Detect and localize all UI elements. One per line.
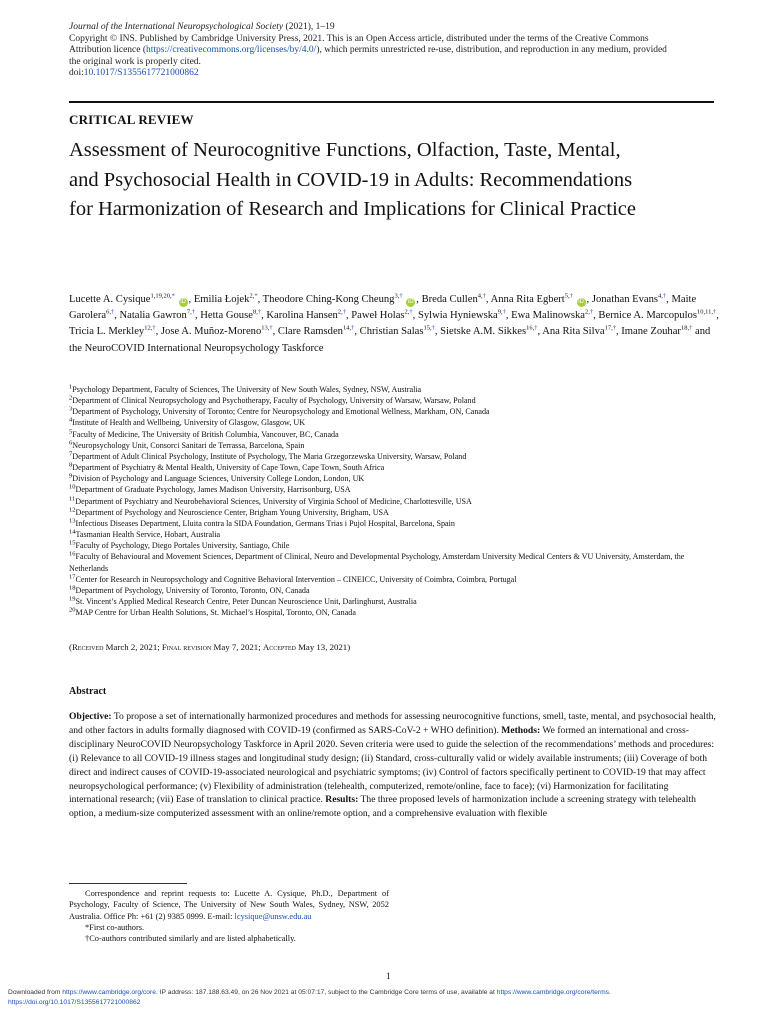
affiliation-text: Faculty of Behavioural and Movement Sciences, Department of Clinical, Neuro and Developmental Psychology, Amsterdam University Medical Centers & VU University, Amsterdam, the Netherlands	[69, 552, 685, 573]
correspondence-text: Correspondence and reprint requests to: Lucette A. Cysique, Ph.D., Department of Psychology, Faculty of Science, The University of New South Wales, Sydney, NSW, 2052 Australia. Office Ph: +61 (2) 9385 0999. E-mail:	[69, 889, 389, 921]
affiliation-numbers: 4,	[658, 292, 663, 300]
author-name: Clare Ramsden	[277, 326, 343, 338]
received-dates	[69, 642, 350, 652]
journal-name: Journal of the International Neuropsychological Society	[69, 22, 284, 32]
author-entry	[621, 326, 692, 337]
affiliation-number: 10	[69, 483, 76, 491]
revision-label: Final revision	[161, 642, 212, 652]
doi-footer-link[interactable]: https://doi.org/10.1017/S1355617721000862	[8, 999, 141, 1006]
affiliation-numbers: 10,11,	[696, 308, 713, 316]
correspondence-note	[69, 888, 389, 944]
page-number: 1	[386, 971, 391, 981]
article-title	[69, 136, 719, 225]
author-entry	[598, 310, 716, 321]
methods-label: Methods:	[501, 724, 541, 736]
orcid-icon[interactable]: iD	[578, 299, 584, 305]
received-date: March 2, 2021;	[103, 642, 162, 652]
author-name: Bernice A. Marcopulos	[598, 310, 697, 322]
author-note-mark[interactable]: †	[191, 308, 195, 316]
affiliation-number: 2	[69, 394, 73, 402]
author-note-mark[interactable]: †	[662, 292, 667, 300]
author-note-mark[interactable]: †	[482, 292, 486, 300]
author-affiliation-marks	[343, 325, 354, 332]
affiliation-text: Department of Graduate Psychology, James Madison University, Harrisonburg, USA	[75, 485, 351, 495]
abstract-body	[69, 710, 719, 821]
orcid-icon[interactable]: iD	[180, 299, 186, 305]
journal-header	[69, 22, 719, 80]
affiliation-numbers: 8,	[252, 308, 258, 316]
author-note-mark[interactable]: †	[431, 324, 435, 332]
affiliation-item	[69, 607, 719, 618]
author-entry	[194, 294, 258, 305]
affiliation-item	[69, 429, 719, 440]
affiliation-number: 7	[69, 450, 73, 458]
author-affiliation-marks	[405, 309, 413, 316]
affiliation-text: Department of Psychology and Neuroscience Center, Brigham Young University, Brigham, USA	[75, 507, 389, 517]
author-entry	[542, 326, 616, 337]
affiliation-item	[69, 440, 719, 451]
author-entry	[422, 294, 486, 305]
author-name: Emilia Łojek	[193, 294, 250, 305]
affiliation-numbers: 6,	[106, 308, 111, 316]
author-name: Ana Rita Silva	[542, 326, 605, 338]
author-affiliation-marks	[144, 325, 155, 332]
affiliation-number: 19	[69, 595, 76, 603]
affiliation-numbers: 4,	[477, 292, 483, 300]
affiliation-numbers: 2,	[337, 308, 343, 316]
affiliation-text: Tasmanian Health Service, Hobart, Australia	[75, 530, 221, 540]
affiliation-numbers: 3,	[394, 292, 400, 300]
journal-year-pages: (2021), 1–19	[283, 22, 335, 32]
author-entry	[592, 294, 666, 305]
author-name: Jose A. Muñoz-Moreno	[160, 326, 262, 338]
affiliation-numbers: 2,	[249, 292, 255, 300]
author-note-mark[interactable]: †	[342, 308, 346, 316]
affiliation-item	[69, 540, 719, 551]
author-note-mark[interactable]: †	[409, 308, 413, 316]
author-affiliation-marks	[605, 325, 616, 332]
copyright-line-1: Copyright © INS. Published by Cambridge University Press, 2021. This is an Open Access article, distributed under the terms of the Creative Commons	[69, 33, 649, 44]
affiliation-text: Institute of Health and Wellbeing, University of Glasgow, Glasgow, UK	[72, 418, 306, 428]
affiliation-number: 17	[69, 572, 76, 580]
taskforce-name: and the NeuroCOVID	[69, 326, 711, 354]
author-affiliation-marks	[658, 292, 666, 299]
affiliation-numbers: 5,	[564, 292, 570, 300]
section-label: CRITICAL REVIEW	[69, 112, 194, 127]
affiliation-number: 13	[69, 517, 76, 525]
author-affiliation-marks	[478, 292, 486, 299]
author-affiliation-marks	[697, 309, 716, 316]
received-label: Received	[71, 642, 104, 652]
affiliation-number: 20	[69, 606, 76, 614]
affiliation-text: Department of Psychology, University of Toronto, Toronto, ON, Canada	[75, 585, 310, 595]
footer-text-2: . IP address: 187.188.63.49, on 26 Nov 2021 at 05:07:17, subject to the Cambridge Core terms of use, available at	[155, 989, 497, 996]
author-note-mark[interactable]: *	[171, 292, 175, 300]
affiliation-text: St. Vincent’s Applied Medical Research Centre, Peter Duncan Neuroscience Unit, Darlinghurst, Australia	[75, 596, 417, 606]
author-affiliation-marks	[253, 309, 261, 316]
author-note-mark[interactable]: †	[534, 324, 538, 332]
header-divider	[69, 101, 714, 103]
author-note-mark[interactable]: †	[351, 324, 355, 332]
received-open: (	[69, 642, 72, 652]
orcid-icon[interactable]: iD	[407, 299, 414, 305]
affiliation-item	[69, 473, 719, 484]
abstract-heading: Abstract	[69, 686, 107, 697]
author-name: Theodore Ching-Kong Cheung	[262, 294, 395, 305]
license-link[interactable]: https://creativecommons.org/licenses/by/4.0/	[146, 45, 317, 56]
author-note-mark[interactable]: †	[152, 324, 156, 332]
author-note-mark[interactable]: †	[589, 308, 594, 316]
author-affiliation-marks	[526, 325, 537, 332]
author-name: Christian Salas	[359, 326, 424, 338]
copyright-line-2b: ), which permits unrestricted re-use, distribution, and reproduction in any medium, provided	[316, 45, 667, 56]
affiliation-number: 11	[69, 494, 76, 502]
author-entry	[491, 294, 587, 305]
accepted-date: May 13, 2021)	[295, 642, 351, 652]
affiliation-number: 9	[69, 472, 73, 480]
accepted-label: Accepted	[262, 642, 296, 652]
affiliation-item	[69, 574, 719, 585]
download-footer	[8, 988, 760, 1008]
affiliation-number: 14	[69, 528, 76, 536]
author-affiliation-marks	[338, 309, 346, 316]
affiliation-item	[69, 462, 719, 473]
title-line-2: and Psychosocial Health in COVID-19 in Adults: Recommendations	[69, 168, 633, 191]
author-entry	[351, 310, 412, 321]
affiliation-item	[69, 596, 719, 607]
affiliation-numbers: 14,	[342, 324, 352, 332]
affiliation-numbers: 13,	[261, 324, 270, 332]
doi-link[interactable]: 10.1017/S1355617721000862	[83, 68, 199, 79]
affiliation-text: Department of Adult Clinical Psychology, Institute of Psychology, The Maria Grzegorzewska University, Warsaw, Poland	[72, 451, 467, 461]
affiliation-numbers: 7,	[186, 308, 192, 316]
affiliation-numbers: 17,	[604, 324, 613, 332]
affiliation-text: Infectious Diseases Department, Lluita contra la SIDA Foundation, Germans Trias i Pujol Hospital, Barcelona, Spain	[75, 518, 455, 528]
author-affiliation-marks	[249, 292, 257, 299]
doi-prefix: doi:	[69, 68, 84, 79]
author-name: Ewa Malinowska	[511, 310, 585, 322]
author-note-mark[interactable]: †	[689, 324, 693, 332]
author-name: Maite Garolera	[69, 294, 697, 322]
author-note-mark[interactable]: †	[110, 308, 115, 316]
objective-label: Objective:	[69, 711, 112, 722]
author-name: Paweł Holas	[351, 310, 405, 322]
affiliation-numbers: 16,	[526, 324, 535, 332]
author-note-mark[interactable]: †	[502, 308, 506, 316]
affiliation-text: Division of Psychology and Language Sciences, University College London, London, UK	[72, 474, 365, 484]
affiliation-item	[69, 585, 719, 596]
affiliation-text: Department of Clinical Neuropsychology and Psychotherapy, Faculty of Psychology, University of Warsaw, Warsaw, Poland	[72, 396, 476, 406]
affiliation-text: Department of Psychiatry and Neurobehavioral Sciences, University of Virginia School of Medicine, Charlottesville, USA	[75, 496, 472, 506]
author-affiliation-marks	[394, 292, 402, 299]
affiliation-item	[69, 406, 719, 417]
author-affiliation-marks	[498, 309, 506, 316]
affiliation-item	[69, 518, 719, 529]
methods-text: We formed an international and cross-disciplinary NeuroCOVID Neuropsychology Taskforce in April 2020. Seven criteria were used to guide the selection of the recommendations’ methods and procedures: (i) Relevance to all COVID-19 illness stages and longitudinal study design; (ii) Standard, cross-culturally valid or widely available instruments; (iii) Coverage of both direct and indirect causes of COVID-19-associated neurological and psychiatric symptoms; (iv) Control of factors specifically pertinent to COVID-19 that may affect neuropsychological performance; (v) Flexibility of administration (telehealth, computerized, remote/online, face to face); (vi) Harmonization for facilitating international research; (vii) Ease of translation to clinical practice.	[69, 724, 715, 806]
author-affiliation-marks	[187, 309, 195, 316]
affiliation-text: Neuropsychology Unit, Consorci Sanitari de Terrassa, Barcelona, Spain	[72, 440, 305, 450]
affiliation-list	[69, 384, 719, 618]
affiliation-item	[69, 496, 719, 507]
affiliation-number: 6	[69, 439, 73, 447]
footer-text-3: .	[609, 989, 611, 996]
affiliation-number: 5	[69, 427, 73, 435]
affiliation-number: 18	[69, 584, 76, 592]
affiliation-numbers: 2,	[584, 308, 590, 316]
author-affiliation-marks	[585, 309, 593, 316]
author-entry	[511, 310, 593, 321]
author-affiliation-marks	[151, 292, 175, 299]
author-name: Anna Rita Egbert	[490, 294, 565, 305]
author-name: Karolina Hansen	[266, 310, 338, 322]
copyright-line-3: the original work is properly cited.	[69, 56, 201, 67]
first-coauthors-note: *First co-authors.	[85, 922, 145, 932]
author-entry	[440, 326, 537, 337]
author-name: Sietske A.M. Sikkes	[440, 326, 527, 338]
copyright-line-2a: Attribution licence (	[69, 45, 147, 56]
affiliation-item	[69, 384, 719, 395]
author-entry	[161, 326, 273, 337]
affiliation-text: Center for Research in Neuropsychology and Cognitive Behavioral Intervention – CINEICC, University of Coimbra, Coimbra, Portugal	[75, 574, 517, 584]
author-affiliation-marks	[423, 325, 434, 332]
affiliation-item	[69, 451, 719, 462]
author-name: Jonathan Evans	[591, 294, 659, 305]
author-list: Lucette A. Cysique$^{1,19,20,*}$ iD , Emilia Łojek$^{2,*}$, Theodore Ching-Kong Cheung$^{3,\dagger}$ iD , Breda Cullen$^{4,\dagger}$, Anna Rita Egbert$^{5,\dagger}$ iD , Jonathan Evans$^{4,\dagger}$, Maite Garolera$^{6,\dagger}$, Natalia Gawron$^{7,\dagger}$, Hetta Gouse$^{8,\dagger}$, Karolina Hansen$^{2,\dagger}$, Paweł Holas$^{2,\dagger}$, Sylwia Hyniewska$^{9,\dagger}$, Ewa Malinowska$^{2,\dagger}$, Bernice A. Marcopulos$^{10,11,\dagger}$, Tricia L. Merkley$^{12,\dagger}$, Jose A. Muñoz-Moreno$^{13,\dagger}$, Clare Ramsden$^{14,\dagger}$, Christian Salas$^{15,\dagger}$, Sietske A.M. Sikkes$^{16,\dagger}$, Ana Rita Silva$^{17,\dagger}$, Imane Zouhar$^{18,\dagger}$ and the NeuroCOVID International Neuropsychology Taskforce	[69, 292, 719, 354]
author-entry	[263, 294, 417, 305]
author-note-mark[interactable]: †	[712, 308, 717, 316]
author-entry	[69, 326, 156, 337]
author-note-mark[interactable]: *	[254, 292, 258, 300]
author-name: Imane Zouhar	[621, 326, 681, 338]
affiliation-text: Faculty of Medicine, The University of British Columbia, Vancouver, BC, Canada	[72, 429, 339, 439]
affiliation-item	[69, 395, 719, 406]
author-name: Lucette A. Cysique	[69, 294, 151, 305]
title-line-3: for Harmonization of Research and Implications for Clinical Practice	[69, 198, 636, 220]
author-entry	[119, 310, 194, 321]
affiliation-number: 1	[69, 383, 73, 391]
author-name: Hetta Gouse	[200, 310, 253, 322]
affiliation-text: Psychology Department, Faculty of Sciences, The University of New South Wales, Sydney, NSW, Australia	[72, 385, 422, 394]
author-note-mark[interactable]: †	[612, 324, 616, 332]
objective-text: To propose a set of internationally harmonized procedures and methods for assessing neurocognitive functions, smell, taste, mental, and psychosocial health, and other factors in adults formally diagnosed with COVID-19 (confirmed as SARS-CoV-2 + WHO definition).	[69, 711, 716, 736]
affiliation-number: 12	[69, 506, 76, 514]
affiliation-item	[69, 507, 719, 518]
author-affiliation-marks	[106, 309, 114, 316]
results-text: The three proposed levels of harmonization include a screening strategy with telehealth option, a medium-size computerized assessment with an online/remote option, and a comprehensive evaluation with flexible	[69, 794, 696, 820]
affiliation-number: 16	[69, 550, 76, 558]
author-affiliation-marks	[681, 325, 692, 332]
affiliation-numbers: 9,	[497, 308, 503, 316]
footnote-divider	[69, 883, 187, 884]
email-link[interactable]: lcysique@unsw.edu.au	[234, 911, 312, 921]
affiliation-text: MAP Centre for Urban Health Solutions, St. Michael’s Hospital, Toronto, ON, Canada	[75, 608, 356, 618]
author-note-mark[interactable]: †	[569, 292, 573, 300]
author-entry	[200, 310, 261, 321]
affiliation-numbers: 1,19,20,	[150, 292, 172, 300]
author-name: Natalia Gawron	[119, 310, 187, 322]
affiliation-number: 4	[69, 416, 73, 424]
author-entry	[278, 326, 354, 337]
results-label: Results:	[325, 794, 359, 806]
affiliation-item	[69, 417, 719, 428]
affiliation-text: Faculty of Psychology, Diego Portales University, Santiago, Chile	[75, 541, 290, 551]
author-affiliation-marks	[565, 292, 573, 299]
author-name: Tricia L. Merkley	[69, 326, 145, 338]
footer-text-1: Downloaded from	[8, 989, 63, 996]
author-affiliation-marks	[261, 325, 272, 332]
affiliation-text: Department of Psychiatry & Mental Health, University of Cape Town, Cape Town, South Africa	[72, 463, 385, 473]
affiliation-item	[69, 551, 719, 573]
taskforce-name-cont: International Neuropsychology Taskforce	[147, 342, 324, 354]
affiliation-item	[69, 529, 719, 540]
affiliation-numbers: 15,	[423, 324, 432, 332]
author-entry	[418, 310, 506, 321]
author-entry	[69, 294, 189, 305]
affiliation-number: 15	[69, 539, 76, 547]
revision-date: May 7, 2021;	[211, 642, 263, 652]
affiliation-numbers: 2,	[404, 308, 410, 316]
author-entry	[266, 310, 346, 321]
author-name: Sylwia Hyniewska	[417, 310, 498, 322]
alpha-coauthors-note: †Co-authors contributed similarly and are listed alphabetically.	[85, 934, 296, 944]
affiliation-text: Department of Psychology, University of Toronto; Centre for Neuropsychology and Emotional Wellness, Markham, ON, Canada	[72, 407, 490, 417]
author-name: Breda Cullen	[421, 294, 478, 305]
cambridge-core-link[interactable]: https://www.cambridge.org/core	[62, 989, 156, 996]
author-note-mark[interactable]: †	[269, 324, 273, 332]
terms-link[interactable]: https://www.cambridge.org/core/terms	[496, 989, 609, 996]
author-note-mark[interactable]: †	[257, 308, 262, 316]
affiliation-numbers: 12,	[144, 324, 153, 332]
affiliation-item	[69, 484, 719, 495]
affiliation-number: 3	[69, 405, 73, 413]
title-line-1: Assessment of Neurocognitive Functions, Olfaction, Taste, Mental,	[69, 139, 621, 161]
author-note-mark[interactable]: †	[399, 292, 403, 300]
affiliation-numbers: 18,	[680, 324, 690, 332]
author-entry	[360, 326, 435, 337]
affiliation-number: 8	[69, 461, 73, 469]
